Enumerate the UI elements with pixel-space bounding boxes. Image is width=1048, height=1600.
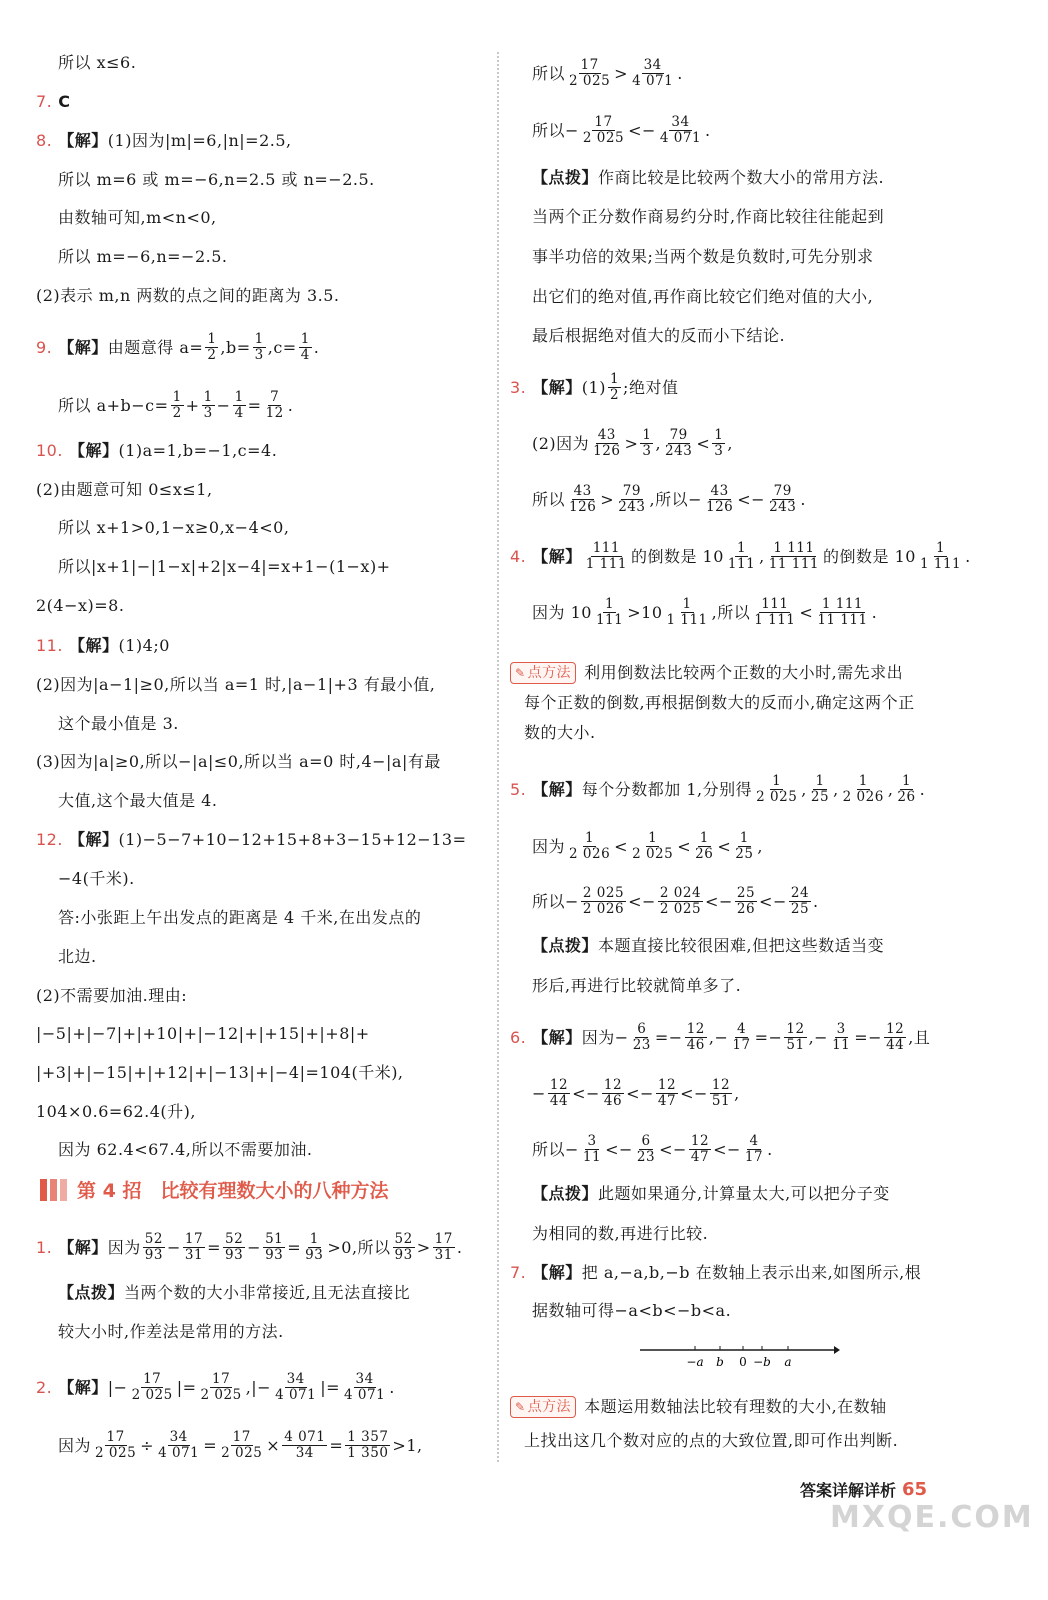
equation-line: − $\frac{12}{44}$ <− $\frac{12}{46}$ <− $\frac{12}{47}$ <− $\frac{12}{51}$ , [532, 1077, 740, 1109]
fraction: $\frac{17}{2 025}$ [569, 57, 611, 89]
fraction: $\frac{79}{243}$ [618, 483, 646, 515]
text-line: 所以 x≤6. [58, 53, 137, 72]
tip-line: 【点拨】 作商比较是比较两个数大小的常用方法. [532, 168, 885, 187]
axis-label: a [784, 1355, 792, 1369]
fraction: $\frac{43}{126}$ [593, 427, 621, 459]
fraction: $\frac{4}{17}$ [732, 1021, 751, 1053]
fraction: $\frac{1}{3}$ [254, 331, 264, 363]
fraction: $\frac{3}{11}$ [832, 1021, 851, 1053]
lightbulb-icon: ✎ [515, 1400, 526, 1414]
fraction: $\frac{52}{93}$ [144, 1231, 163, 1263]
fraction: $\frac{79}{243}$ [665, 427, 693, 459]
fraction: $\frac{12}{51}$ [711, 1077, 731, 1109]
text-line: 2(4−x)=8. [36, 596, 125, 615]
fraction: $\frac{1}{2}$ [172, 389, 182, 421]
text-line: 由数轴可知,m<n<0, [58, 208, 217, 227]
tip-line: 【点拨】 当两个数的大小非常接近,且无法直接比 [58, 1283, 411, 1302]
axis-label: 0 [739, 1355, 747, 1369]
text-line: (2)表示 m,n 两数的点之间的距离为 3.5. [36, 286, 340, 305]
fraction: $\frac{1}{2 025}$ [632, 830, 674, 862]
axis-label: b [716, 1355, 724, 1369]
fraction: $\frac{17}{2 025}$ [131, 1371, 173, 1403]
text-line: 104×0.6=62.4(升), [36, 1102, 196, 1121]
text-line: |+3|+|−15|+|+12|+|−13|+|−4|=104(千米), [36, 1063, 404, 1082]
text-line: |−5|+|−7|+|+10|+|−12|+|+15|+|+8|+ [36, 1024, 370, 1043]
fraction: $\frac{2 024}{2 025}$ [659, 885, 702, 917]
fraction: $\frac{25}{26}$ [736, 885, 756, 917]
method-question-7: 7. 【解】 把 a,−a,b,−b 在数轴上表示出来,如图所示,根 [510, 1263, 922, 1282]
axis-label: −a [686, 1355, 704, 1369]
fraction: $\frac{4 071}{34}$ [284, 1429, 326, 1461]
fraction: $\frac{34}{4 071}$ [632, 57, 674, 89]
tip-line: 【点拨】 此题如果通分,计算量太大,可以把分子变 [532, 1184, 890, 1203]
fraction: $\frac{7}{12}$ [265, 389, 284, 421]
fraction: $\frac{1}{2}$ [609, 371, 620, 403]
fraction: $\frac{1 111}{11 111}$ [817, 596, 868, 628]
method-question-1: 1. 【解】 因为 $\frac{52}{93}$ − $\frac{17}{31}$ = $\frac{52}{93}$ − $\frac{51}{93}$ = $\frac{1}{93}$ >0,所以 $\frac{52}{93}$ > $\frac{17}{31}$ . [36, 1231, 463, 1263]
number-line-diagram [640, 1340, 840, 1370]
method-note-line: 每个正数的倒数,再根据倒数大的反而小,确定这两个正 [524, 693, 915, 712]
fraction: $\frac{1}{1 111}$ [919, 540, 962, 572]
tip-line: 出它们的绝对值,再作商比较它们绝对值的大小, [532, 287, 874, 306]
fraction: $\frac{12}{47}$ [657, 1077, 677, 1109]
method-badge: ✎ 点方法 [510, 662, 576, 684]
fraction: $\frac{34}{4 071}$ [275, 1371, 317, 1403]
fraction: $\frac{24}{25}$ [790, 885, 810, 917]
fraction: $\frac{34}{4 071}$ [158, 1429, 200, 1461]
method-question-2: 2. 【解】 |− $\frac{17}{2 025}$ |= $\frac{17}{2 025}$ ,|− $\frac{34}{4 071}$ |= $\frac{34}{4 071}$ . [36, 1371, 395, 1403]
fraction: $\frac{17}{31}$ [434, 1231, 453, 1263]
text-line: 所以 m=−6,n=−2.5. [58, 247, 228, 266]
text-line: 大值,这个最大值是 4. [58, 791, 218, 810]
fraction: $\frac{1}{4}$ [234, 389, 244, 421]
method-note: ✎ 点方法 利用倒数法比较两个正数的大小时,需先求出 [510, 662, 903, 684]
question-11: 11. 【解】 (1)4;0 [36, 636, 170, 655]
tip-line: 最后根据绝对值大的反而小下结论. [532, 326, 786, 345]
equation-line: 因为 $\frac{17}{2 025}$ ÷ $\frac{34}{4 071}$ = $\frac{17}{2 025}$ × $\frac{4 071}{34}$ = $\frac{1 357}{1 350}$ >1, [58, 1429, 423, 1461]
fraction: $\frac{1 357}{1 350}$ [347, 1429, 389, 1461]
fraction: $\frac{1}{1 111}$ [666, 596, 708, 628]
text-line: (3)因为|a|≥0,所以−|a|≤0,所以当 a=0 时,4−|a|有最 [36, 752, 441, 771]
question-9: 9. 【解】 由题意得 a= $\frac{1}{2}$ ,b= $\frac{1}{3}$ ,c= $\frac{1}{4}$ . [36, 331, 320, 363]
equation-line: 因为 $\frac{1}{2 026}$ < $\frac{1}{2 025}$ < $\frac{1}{26}$ < $\frac{1}{25}$ , [532, 830, 764, 862]
tip-line: 事半功倍的效果;当两个数是负数时,可先分别求 [532, 247, 874, 266]
tip-line: 形后,再进行比较就简单多了. [532, 976, 742, 995]
fraction: $\frac{12}{46}$ [603, 1077, 623, 1109]
fraction: $\frac{43}{126}$ [569, 483, 597, 515]
fraction: $\frac{4}{17}$ [744, 1133, 764, 1165]
text-line: (2)不需要加油.理由: [36, 986, 188, 1005]
fraction: $\frac{12}{44}$ [549, 1077, 569, 1109]
fraction: $\frac{34}{4 071}$ [344, 1371, 386, 1403]
fraction: $\frac{2 025}{2 026}$ [582, 885, 625, 917]
fraction: $\frac{6}{23}$ [636, 1133, 656, 1165]
method-badge: ✎ 点方法 [510, 1396, 576, 1418]
fraction: $\frac{17}{31}$ [184, 1231, 204, 1263]
fraction: $\frac{1}{26}$ [897, 773, 916, 805]
text-line: 北边. [58, 947, 97, 966]
text-line: (2)因为|a−1|≥0,所以当 a=1 时,|a−1|+3 有最小值, [36, 675, 436, 694]
text-line: −4(千米). [58, 869, 135, 888]
fraction: $\frac{1}{111}$ [595, 596, 624, 628]
fraction: $\frac{1 111}{11 111}$ [768, 540, 820, 572]
question-7: 7. C [36, 92, 71, 111]
fraction: $\frac{1}{93}$ [305, 1231, 324, 1263]
fraction: $\frac{111}{1 111}$ [754, 596, 796, 628]
text-line: 所以|x+1|−|1−x|+2|x−4|=x+1−(1−x)+ [58, 557, 391, 576]
fraction: $\frac{1}{25}$ [810, 773, 830, 805]
lightbulb-icon: ✎ [515, 666, 526, 680]
method-question-5: 5. 【解】 每个分数都加 1,分别得 $\frac{1}{2 025}$ , $\frac{1}{25}$ , $\frac{1}{2 026}$ , $\frac{1}{26}$ . [510, 773, 926, 805]
axis-label: −b [753, 1355, 771, 1369]
fraction: $\frac{1}{2 026}$ [842, 773, 884, 805]
method-note: ✎ 点方法 本题运用数轴法比较有理数的大小,在数轴 [510, 1396, 887, 1418]
fraction: $\frac{52}{93}$ [224, 1231, 244, 1263]
text-line: 所以 m=6 或 m=−6,n=2.5 或 n=−2.5. [58, 170, 375, 189]
fraction: $\frac{52}{93}$ [394, 1231, 413, 1263]
fraction: $\frac{17}{2 025}$ [95, 1429, 137, 1461]
page-number: 65 [902, 1479, 928, 1500]
section-bars-icon [40, 1179, 67, 1201]
fraction: $\frac{51}{93}$ [265, 1231, 284, 1263]
page-footer [800, 1478, 927, 1501]
fraction: $\frac{1}{2 025}$ [756, 773, 798, 805]
method-question-3: 3. 【解】 (1) $\frac{1}{2}$ ;绝对值 [510, 371, 679, 403]
fraction: $\frac{34}{4 071}$ [659, 114, 702, 146]
fraction: $\frac{111}{1 111}$ [585, 540, 627, 572]
method-note-line: 上找出这几个数对应的点的大致位置,即可作出判断. [524, 1431, 899, 1450]
equation-line: 所以 $\frac{43}{126}$ > $\frac{79}{243}$ ,所以− $\frac{43}{126}$ <− $\frac{79}{243}$ . [532, 483, 806, 515]
text-line: 所以 x+1>0,1−x≥0,x−4<0, [58, 518, 290, 537]
fraction: $\frac{1}{25}$ [735, 830, 754, 862]
equation-line: 因为 10 $\frac{1}{111}$ >10 $\frac{1}{1 111}$ ,所以 $\frac{111}{1 111}$ < $\frac{1 111}{11 111}$ . [532, 596, 878, 628]
fraction: $\frac{1}{2}$ [207, 331, 217, 363]
fraction: $\frac{43}{126}$ [705, 483, 734, 515]
tip-line: 较大小时,作差法是常用的方法. [58, 1322, 284, 1341]
text-line: (2)由题意可知 0≤x≤1, [36, 480, 213, 499]
watermark: MXQE.COM [830, 1500, 1034, 1535]
tip-line: 为相同的数,再进行比较. [532, 1224, 709, 1243]
section-heading: 第 4 招 比较有理数大小的八种方法 [40, 1176, 388, 1203]
question-8: 8. 【解】 (1)因为|m|=6,|n|=2.5, [36, 131, 292, 150]
footer-title: 答案详解详析 [800, 1481, 897, 1500]
fraction: $\frac{17}{2 025}$ [200, 1371, 242, 1403]
column-divider [497, 52, 499, 1462]
fraction: $\frac{1}{2 026}$ [569, 830, 611, 862]
tip-line: 当两个正分数作商易约分时,作商比较往往能起到 [532, 207, 885, 226]
fraction: $\frac{1}{3}$ [642, 427, 652, 459]
equation-line: 所以− $\frac{3}{11}$ <− $\frac{6}{23}$ <− $\frac{12}{47}$ <− $\frac{4}{17}$ . [532, 1133, 773, 1165]
equation-line: 所以− $\frac{17}{2 025}$ <− $\frac{34}{4 071}$ . [532, 114, 711, 146]
equation-line: 所以 $\frac{17}{2 025}$ > $\frac{34}{4 071}$ . [532, 57, 683, 89]
method-question-4: 4. 【解】 $\frac{111}{1 111}$ 的倒数是 10 $\frac{1}{111}$ , $\frac{1 111}{11 111}$ 的倒数是 10 $\frac{1}{1 111}$ . [510, 540, 971, 572]
text-line: 这个最小值是 3. [58, 714, 179, 733]
fraction: $\frac{12}{46}$ [686, 1021, 705, 1053]
text-line: 据数轴可得−a<b<−b<a. [532, 1301, 732, 1320]
fraction: $\frac{12}{44}$ [886, 1021, 905, 1053]
fraction: $\frac{3}{11}$ [582, 1133, 602, 1165]
text-line: 因为 62.4<67.4,所以不需要加油. [58, 1140, 313, 1159]
fraction: $\frac{79}{243}$ [769, 483, 797, 515]
fraction: $\frac{12}{47}$ [690, 1133, 710, 1165]
fraction: $\frac{6}{23}$ [632, 1021, 651, 1053]
fraction: $\frac{17}{2 025}$ [582, 114, 625, 146]
equation-line: 所以− $\frac{2 025}{2 026}$ <− $\frac{2 024}{2 025}$ <− $\frac{25}{26}$ <− $\frac{24}{25}$ . [532, 885, 819, 917]
question-12: 12. 【解】 (1)−5−7+10−12+15+8+3−15+12−13= [36, 830, 467, 849]
equation-line: 所以 a+b−c= $\frac{1}{2}$ + $\frac{1}{3}$ − $\frac{1}{4}$ = $\frac{7}{12}$ . [58, 389, 294, 421]
fraction: $\frac{17}{2 025}$ [221, 1429, 263, 1461]
fraction: $\frac{1}{111}$ [727, 540, 756, 572]
fraction: $\frac{12}{51}$ [786, 1021, 805, 1053]
arrow-icon [834, 1346, 840, 1354]
fraction: $\frac{1}{4}$ [300, 331, 310, 363]
fraction: $\frac{1}{26}$ [695, 830, 714, 862]
equation-line: (2)因为 $\frac{43}{126}$ > $\frac{1}{3}$ , $\frac{79}{243}$ < $\frac{1}{3}$ , [532, 427, 733, 459]
fraction: $\frac{1}{3}$ [714, 427, 724, 459]
fraction: $\frac{1}{3}$ [203, 389, 213, 421]
question-10: 10. 【解】 (1)a=1,b=−1,c=4. [36, 441, 278, 460]
answer-line: 答:小张距上午出发点的距离是 4 千米,在出发点的 [58, 908, 422, 927]
method-question-6: 6. 【解】 因为− $\frac{6}{23}$ =− $\frac{12}{46}$ ,− $\frac{4}{17}$ =− $\frac{12}{51}$ ,− $\frac{3}{11}$ =− $\frac{12}{44}$ ,且 [510, 1021, 931, 1053]
method-note-line: 数的大小. [524, 723, 596, 742]
tip-line: 【点拨】 本题直接比较很困难,但把这些数适当变 [532, 936, 885, 955]
